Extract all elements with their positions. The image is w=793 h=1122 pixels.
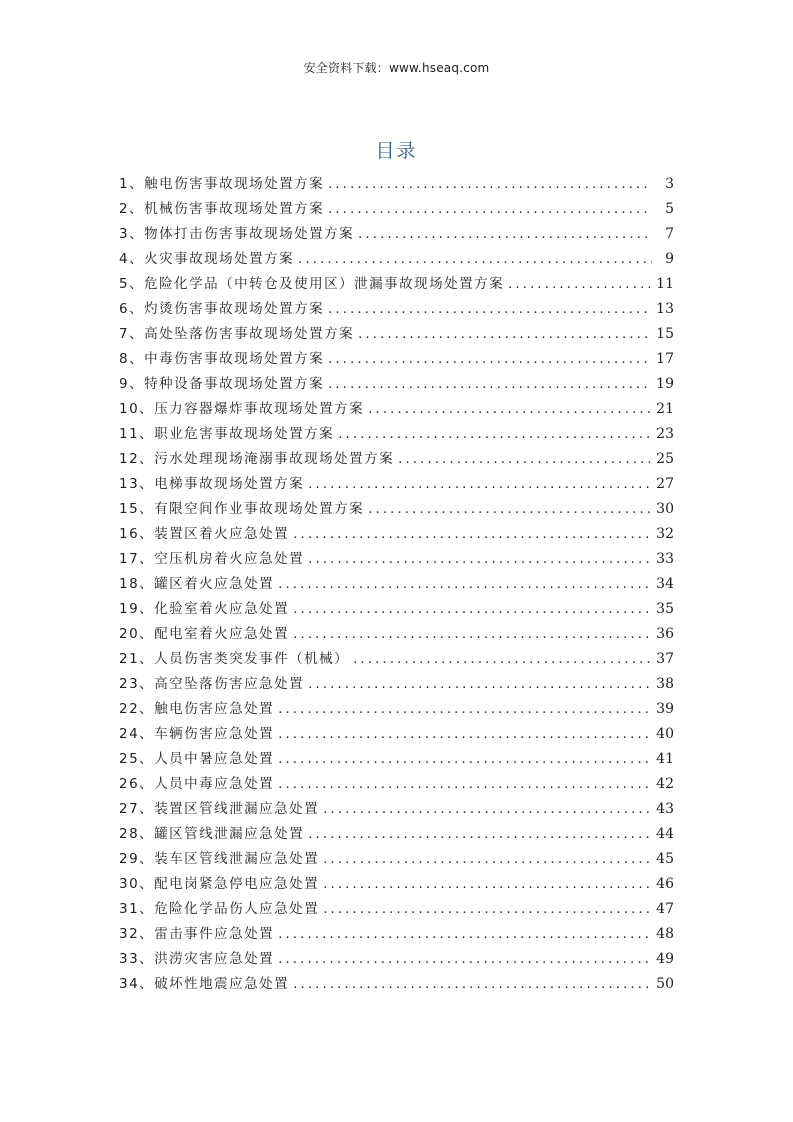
toc-entry-title: 装车区管线泄漏应急处置 xyxy=(154,851,320,867)
toc-entry-label xyxy=(119,422,334,447)
toc-entry-number: 12、 xyxy=(119,451,155,467)
toc-entry-title: 危险化学品（中转仓及使用区）泄漏事故现场处置方案 xyxy=(144,276,505,292)
toc-entry-number: 17、 xyxy=(119,551,155,567)
toc-dot-leader xyxy=(328,372,650,397)
toc-entry[interactable] xyxy=(119,772,674,797)
toc-entry-title: 危险化学品伤人应急处置 xyxy=(154,901,320,917)
toc-entry[interactable] xyxy=(119,847,674,872)
toc-entry-label xyxy=(119,922,274,947)
toc-entry-number: 13、 xyxy=(119,476,155,492)
toc-entry-page: 47 xyxy=(656,901,674,917)
toc-entry-number: 27、 xyxy=(119,801,155,817)
toc-dot-leader xyxy=(358,222,652,247)
toc-entry-label xyxy=(119,272,504,297)
toc-entry[interactable] xyxy=(119,397,674,422)
toc-entry-number: 10、 xyxy=(119,401,155,417)
toc-entry-page: 7 xyxy=(665,226,674,242)
toc-entry-title: 物体打击伤害事故现场处置方案 xyxy=(144,226,355,242)
toc-dot-leader xyxy=(328,197,652,222)
toc-entry[interactable] xyxy=(119,797,674,822)
toc-entry-page: 41 xyxy=(656,751,674,767)
toc-entry-page: 9 xyxy=(665,251,674,267)
toc-dot-leader xyxy=(298,247,652,272)
toc-entry-label xyxy=(119,372,324,397)
toc-entry-title: 人员伤害类突发事件（机械） xyxy=(154,651,350,667)
toc-entry-number: 3、 xyxy=(119,226,145,242)
toc-entry-page: 45 xyxy=(656,851,674,867)
toc-entry-label xyxy=(119,197,324,222)
toc-entry-label xyxy=(119,347,324,372)
toc-entry-number: 16、 xyxy=(119,526,155,542)
toc-entry-page: 44 xyxy=(656,826,674,842)
toc-entry-number: 34、 xyxy=(119,976,155,992)
toc-entry[interactable] xyxy=(119,722,674,747)
toc-dot-leader xyxy=(338,422,650,447)
toc-entry[interactable] xyxy=(119,522,674,547)
toc-entry-number: 8、 xyxy=(119,351,145,367)
toc-entry[interactable] xyxy=(119,697,674,722)
toc-entry-label xyxy=(119,947,274,972)
toc-entry-label xyxy=(119,572,274,597)
toc-entry-page: 43 xyxy=(656,801,674,817)
toc-entry-page: 48 xyxy=(656,926,674,942)
toc-entry-page: 39 xyxy=(656,701,674,717)
toc-dot-leader xyxy=(323,797,650,822)
toc-entry-number: 28、 xyxy=(119,826,155,842)
toc-entry[interactable] xyxy=(119,172,674,197)
toc-entry-title: 车辆伤害应急处置 xyxy=(154,726,275,742)
toc-entry-title: 压力容器爆炸事故现场处置方案 xyxy=(154,401,365,417)
toc-entry-number: 22、 xyxy=(119,701,155,717)
toc-entry-title: 触电伤害事故现场处置方案 xyxy=(144,176,325,192)
toc-entry-title: 破坏性地震应急处置 xyxy=(154,976,290,992)
toc-entry-number: 29、 xyxy=(119,851,155,867)
toc-entry-title: 高空坠落伤害应急处置 xyxy=(154,676,305,692)
toc-entry[interactable] xyxy=(119,347,674,372)
toc-entry-page: 36 xyxy=(656,626,674,642)
toc-entry[interactable] xyxy=(119,447,674,472)
toc-entry-label xyxy=(119,247,294,272)
toc-entry[interactable] xyxy=(119,897,674,922)
toc-entry-page: 40 xyxy=(656,726,674,742)
toc-entry-label xyxy=(119,772,274,797)
toc-entry-label xyxy=(119,897,319,922)
toc-entry-number: 20、 xyxy=(119,626,155,642)
toc-entry-page: 19 xyxy=(656,376,674,392)
toc-entry-title: 电梯事故现场处置方案 xyxy=(154,476,305,492)
toc-dot-leader xyxy=(278,772,650,797)
toc-entry-label xyxy=(119,647,349,672)
toc-entry-label xyxy=(119,497,364,522)
toc-entry-label xyxy=(119,872,319,897)
toc-dot-leader xyxy=(358,322,650,347)
toc-entry-title: 罐区着火应急处置 xyxy=(154,576,275,592)
toc-entry-label xyxy=(119,797,319,822)
toc-entry-title: 污水处理现场淹溺事故现场处置方案 xyxy=(154,451,395,467)
toc-entry-number: 21、 xyxy=(119,651,155,667)
toc-entry[interactable] xyxy=(119,672,674,697)
toc-entry-page: 42 xyxy=(656,776,674,792)
toc-entry-number: 7、 xyxy=(119,326,145,342)
toc-entry-page: 21 xyxy=(656,401,674,417)
toc-entry-title: 配电室着火应急处置 xyxy=(154,626,290,642)
toc-entry-number: 9、 xyxy=(119,376,145,392)
toc-dot-leader xyxy=(368,397,650,422)
toc-entry[interactable] xyxy=(119,322,674,347)
toc-entry-title: 职业危害事故现场处置方案 xyxy=(154,426,335,442)
toc-entry-label xyxy=(119,322,354,347)
toc-entry-page: 13 xyxy=(656,301,674,317)
toc-entry-number: 33、 xyxy=(119,951,155,967)
toc-dot-leader xyxy=(278,697,650,722)
toc-entry-page: 5 xyxy=(665,201,674,217)
toc-entry-title: 人员中暑应急处置 xyxy=(154,751,275,767)
toc-entry-number: 24、 xyxy=(119,726,155,742)
toc-entry[interactable] xyxy=(119,497,674,522)
toc-entry[interactable] xyxy=(119,222,674,247)
toc-entry[interactable] xyxy=(119,872,674,897)
toc-dot-leader xyxy=(293,972,650,997)
toc-entry-number: 15、 xyxy=(119,501,155,517)
toc-dot-leader xyxy=(323,897,650,922)
toc-entry-number: 26、 xyxy=(119,776,155,792)
toc-entry-title: 装置区管线泄漏应急处置 xyxy=(154,801,320,817)
toc-entry-title: 装置区着火应急处置 xyxy=(154,526,290,542)
toc-dot-leader xyxy=(308,822,650,847)
toc-entry-title: 灼烫伤害事故现场处置方案 xyxy=(144,301,325,317)
toc-entry-number: 5、 xyxy=(119,276,145,292)
toc-entry-label xyxy=(119,547,304,572)
toc-entry-title: 化验室着火应急处置 xyxy=(154,601,290,617)
toc-entry[interactable] xyxy=(119,922,674,947)
toc-entry-page: 11 xyxy=(656,276,674,292)
toc-entry-number: 2、 xyxy=(119,201,145,217)
toc-entry-page: 34 xyxy=(656,576,674,592)
toc-entry-page: 37 xyxy=(656,651,674,667)
toc-dot-leader xyxy=(308,472,650,497)
toc-entry-label xyxy=(119,622,289,647)
toc-entry-number: 18、 xyxy=(119,576,155,592)
toc-entry-title: 雷击事件应急处置 xyxy=(154,926,275,942)
toc-entry-number: 1、 xyxy=(119,176,145,192)
toc-dot-leader xyxy=(323,847,650,872)
toc-entry-page: 49 xyxy=(656,951,674,967)
toc-entry[interactable] xyxy=(119,597,674,622)
toc-dot-leader xyxy=(368,497,650,522)
toc-entry[interactable] xyxy=(119,422,674,447)
toc-dot-leader xyxy=(328,297,650,322)
toc-entry-page: 25 xyxy=(656,451,674,467)
toc-entry-page: 17 xyxy=(656,351,674,367)
toc-entry[interactable] xyxy=(119,547,674,572)
toc-entry-label xyxy=(119,747,274,772)
toc-entry[interactable] xyxy=(119,472,674,497)
toc-dot-leader xyxy=(278,572,650,597)
toc-entry-title: 高处坠落伤害事故现场处置方案 xyxy=(144,326,355,342)
toc-entry[interactable] xyxy=(119,372,674,397)
page-header: 安全资料下载：www.hseaq.com xyxy=(303,61,490,75)
toc-entry[interactable] xyxy=(119,247,674,272)
toc-entry-label xyxy=(119,222,354,247)
toc-entry-label xyxy=(119,447,394,472)
toc-entry-label xyxy=(119,697,274,722)
toc-dot-leader xyxy=(323,872,650,897)
toc-entry[interactable] xyxy=(119,647,674,672)
toc-entry-number: 4、 xyxy=(119,251,145,267)
toc-entry-page: 50 xyxy=(656,976,674,992)
toc-entry-label xyxy=(119,172,324,197)
toc-entry-title: 触电伤害应急处置 xyxy=(154,701,275,717)
toc-dot-leader xyxy=(328,347,650,372)
toc-entry-page: 15 xyxy=(656,326,674,342)
toc-entry[interactable] xyxy=(119,297,674,322)
toc-entry[interactable] xyxy=(119,197,674,222)
toc-entry-title: 人员中毒应急处置 xyxy=(154,776,275,792)
toc-entry[interactable] xyxy=(119,622,674,647)
toc-entry-page: 23 xyxy=(656,426,674,442)
toc-entry[interactable] xyxy=(119,947,674,972)
toc-entry-page: 33 xyxy=(656,551,674,567)
toc-entry-number: 25、 xyxy=(119,751,155,767)
toc-entry-number: 11、 xyxy=(119,426,155,442)
toc-dot-leader xyxy=(328,172,652,197)
toc-dot-leader xyxy=(293,622,650,647)
toc-entry-title: 火灾事故现场处置方案 xyxy=(144,251,295,267)
toc-dot-leader xyxy=(293,597,650,622)
toc-entry-number: 23、 xyxy=(119,676,155,692)
toc-entry-number: 32、 xyxy=(119,926,155,942)
toc-entry-label xyxy=(119,722,274,747)
toc-dot-leader xyxy=(353,647,650,672)
toc-entry[interactable] xyxy=(119,747,674,772)
toc-entry-label xyxy=(119,672,304,697)
toc-entry-title: 洪涝灾害应急处置 xyxy=(154,951,275,967)
toc-entry-label xyxy=(119,522,289,547)
toc-entry-title: 机械伤害事故现场处置方案 xyxy=(144,201,325,217)
toc-entry-page: 27 xyxy=(656,476,674,492)
toc-entry-label xyxy=(119,397,364,422)
toc-dot-leader xyxy=(308,547,650,572)
toc-entry[interactable] xyxy=(119,822,674,847)
toc-entry-label xyxy=(119,597,289,622)
toc-entry-number: 6、 xyxy=(119,301,145,317)
toc-dot-leader xyxy=(293,522,650,547)
toc-entry-title: 有限空间作业事故现场处置方案 xyxy=(154,501,365,517)
toc-entry-page: 38 xyxy=(656,676,674,692)
toc-entry-number: 30、 xyxy=(119,876,155,892)
toc-entry-label xyxy=(119,822,304,847)
toc-dot-leader xyxy=(278,747,650,772)
toc-entry-page: 46 xyxy=(656,876,674,892)
toc-dot-leader xyxy=(278,722,650,747)
toc-entry-label xyxy=(119,472,304,497)
toc-entry-page: 30 xyxy=(656,501,674,517)
toc-entry-label xyxy=(119,972,289,997)
toc-entry-page: 3 xyxy=(665,176,674,192)
toc-entry-page: 35 xyxy=(656,601,674,617)
toc-entry-label xyxy=(119,297,324,322)
toc-dot-leader xyxy=(278,922,650,947)
toc-entry-title: 特种设备事故现场处置方案 xyxy=(144,376,325,392)
toc-dot-leader xyxy=(508,272,650,297)
toc-entry[interactable] xyxy=(119,272,674,297)
toc-dot-leader xyxy=(278,947,650,972)
toc-entry[interactable] xyxy=(119,972,674,997)
toc-entry-title: 中毒伤害事故现场处置方案 xyxy=(144,351,325,367)
toc-entry-title: 空压机房着火应急处置 xyxy=(154,551,305,567)
toc-entry[interactable] xyxy=(119,572,674,597)
toc-entry-title: 罐区管线泄漏应急处置 xyxy=(154,826,305,842)
toc-entry-label xyxy=(119,847,319,872)
toc-entry-title: 配电岗紧急停电应急处置 xyxy=(154,876,320,892)
toc-entry-number: 31、 xyxy=(119,901,155,917)
toc-dot-leader xyxy=(398,447,650,472)
toc-title: 目录 xyxy=(375,140,418,162)
toc-dot-leader xyxy=(308,672,650,697)
toc-entry-page: 32 xyxy=(656,526,674,542)
toc-entry-number: 19、 xyxy=(119,601,155,617)
table-of-contents xyxy=(119,172,674,997)
